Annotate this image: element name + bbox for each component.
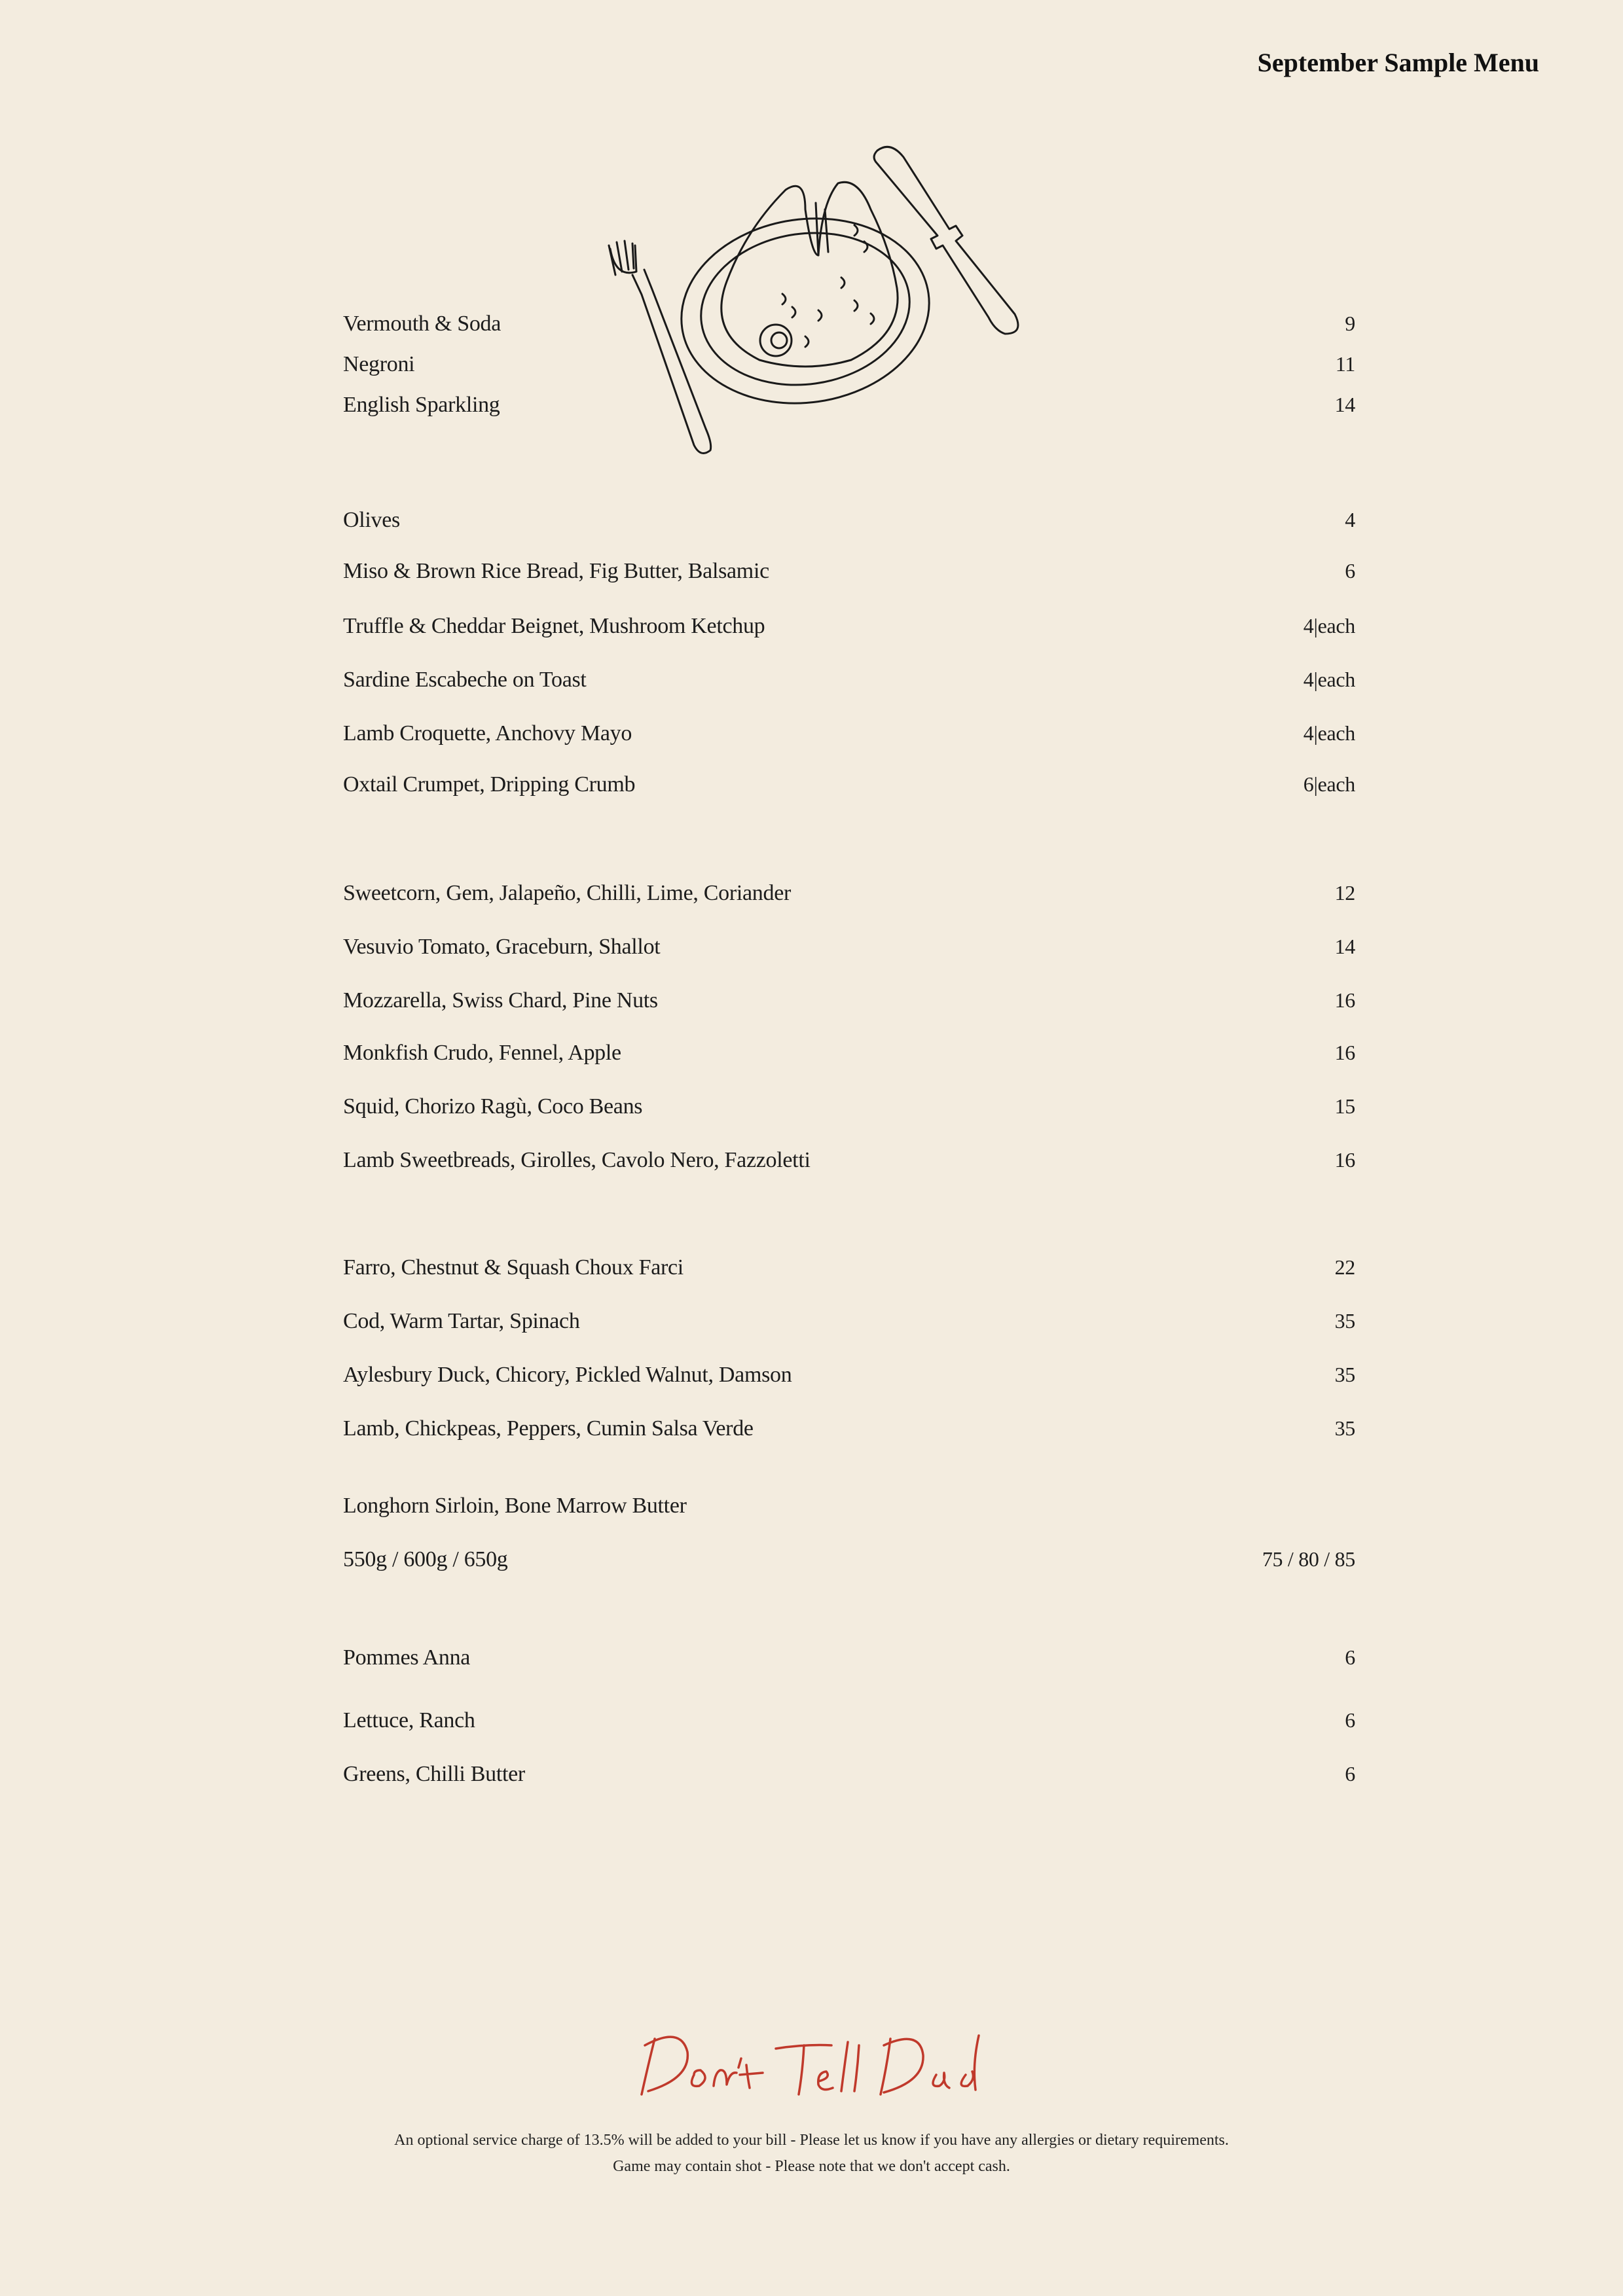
menu-item	[343, 614, 1355, 639]
menu-item	[343, 352, 1355, 377]
item-price: 4|each	[1303, 721, 1355, 745]
item-price: 4	[1345, 508, 1355, 531]
item-price: 16	[1334, 1041, 1355, 1064]
item-name: Mozzarella, Swiss Chard, Pine Nuts	[343, 988, 658, 1013]
item-price: 35	[1334, 1309, 1355, 1333]
item-price: 6	[1345, 1762, 1355, 1785]
menu-item	[343, 1416, 1355, 1441]
item-name: Lamb Croquette, Anchovy Mayo	[343, 721, 632, 745]
menu-item	[343, 1094, 1355, 1119]
plate-icon	[669, 203, 941, 419]
item-price: 6	[1345, 1645, 1355, 1669]
item-name: Squid, Chorizo Ragù, Coco Beans	[343, 1094, 643, 1119]
item-price: 16	[1334, 1148, 1355, 1172]
item-name: Monkfish Crudo, Fennel, Apple	[343, 1041, 621, 1065]
item-price: 4|each	[1303, 668, 1355, 691]
item-price: 16	[1334, 988, 1355, 1012]
menu-item	[343, 393, 1355, 418]
item-name: Longhorn Sirloin, Bone Marrow Butter	[343, 1494, 687, 1518]
dont-tell-dad-signature-logo	[622, 2013, 1002, 2111]
menu-item-steak	[343, 1494, 1355, 1518]
item-price: 11	[1335, 352, 1355, 376]
item-price: 6|each	[1303, 772, 1355, 796]
item-name: Olives	[343, 508, 400, 532]
footer-notes	[0, 2127, 1623, 2179]
item-name: Aylesbury Duck, Chicory, Pickled Walnut, Damson	[343, 1363, 792, 1387]
menu-item	[343, 881, 1355, 906]
menu-item	[343, 312, 1355, 336]
steak-prices: 75 / 80 / 85	[1262, 1547, 1355, 1571]
item-price: 9	[1345, 312, 1355, 335]
steak-sizes: 550g / 600g / 650g	[343, 1547, 508, 1571]
menu-item	[343, 1708, 1355, 1733]
item-price: 35	[1334, 1363, 1355, 1386]
item-name: Cod, Warm Tartar, Spinach	[343, 1309, 580, 1333]
menu-item	[343, 935, 1355, 960]
item-name: Sardine Escabeche on Toast	[343, 668, 587, 692]
menu-item	[343, 508, 1355, 533]
item-name: Farro, Chestnut & Squash Choux Farci	[343, 1255, 684, 1280]
item-price: 6	[1345, 1708, 1355, 1732]
menu-item	[343, 772, 1355, 797]
item-name: Lettuce, Ranch	[343, 1708, 475, 1732]
item-price: 35	[1334, 1416, 1355, 1440]
item-price: 22	[1334, 1255, 1355, 1279]
fish-icon	[721, 182, 898, 367]
item-name: Truffle & Cheddar Beignet, Mushroom Ketchup	[343, 614, 765, 638]
item-name: Lamb Sweetbreads, Girolles, Cavolo Nero, Fazzoletti	[343, 1148, 811, 1172]
item-price: 14	[1334, 393, 1355, 416]
menu-item	[343, 1041, 1355, 1066]
item-price: 12	[1334, 881, 1355, 905]
item-price: 14	[1334, 935, 1355, 958]
item-price: 4|each	[1303, 614, 1355, 637]
item-name: Miso & Brown Rice Bread, Fig Butter, Balsamic	[343, 559, 769, 583]
menu-item	[343, 1255, 1355, 1280]
menu-item	[343, 721, 1355, 746]
fork-icon	[609, 241, 711, 454]
footer-line-2: Game may contain shot - Please note that we don't accept cash.	[613, 2158, 1010, 2175]
item-name: Vermouth & Soda	[343, 312, 501, 336]
menu-item	[343, 988, 1355, 1013]
menu-item-steak-sizes	[343, 1547, 1355, 1572]
menu-item	[343, 1309, 1355, 1334]
item-name: Negroni	[343, 352, 415, 376]
menu-item	[343, 1148, 1355, 1173]
item-name: Lamb, Chickpeas, Peppers, Cumin Salsa Verde	[343, 1416, 754, 1441]
menu-item	[343, 668, 1355, 692]
item-name: Greens, Chilli Butter	[343, 1762, 525, 1786]
page-title: September Sample Menu	[1257, 48, 1539, 77]
item-name: Vesuvio Tomato, Graceburn, Shallot	[343, 935, 661, 959]
footer-line-1: An optional service charge of 13.5% will be added to your bill - Please let us know if you have any allergies or dietary requirements.	[394, 2132, 1229, 2149]
menu-item	[343, 1363, 1355, 1388]
item-name: English Sparkling	[343, 393, 500, 417]
menu-item	[343, 1645, 1355, 1670]
item-name: Oxtail Crumpet, Dripping Crumb	[343, 772, 636, 797]
item-price: 15	[1334, 1094, 1355, 1118]
menu-item	[343, 1762, 1355, 1787]
knife-icon	[874, 147, 1018, 334]
item-name: Sweetcorn, Gem, Jalapeño, Chilli, Lime, Coriander	[343, 881, 792, 905]
menu-item	[343, 559, 1355, 584]
item-price: 6	[1345, 559, 1355, 583]
item-name: Pommes Anna	[343, 1645, 471, 1670]
